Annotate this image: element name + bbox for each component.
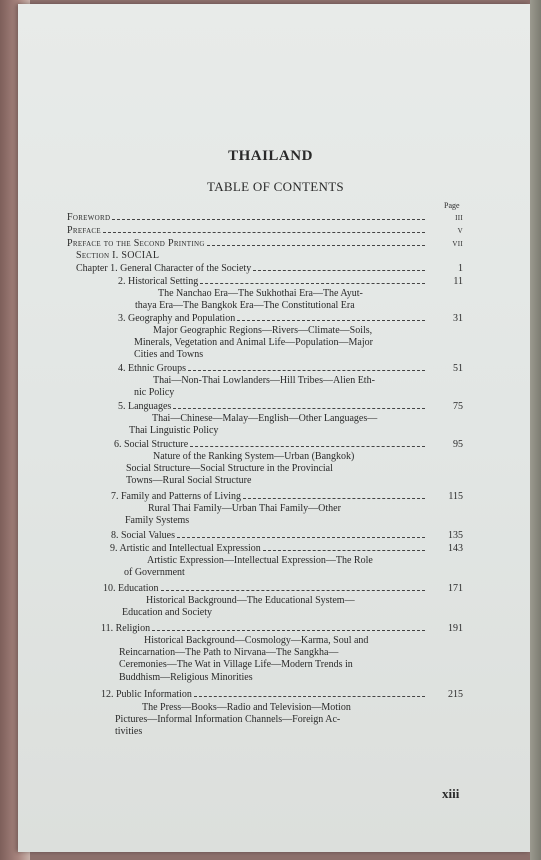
dot-leader [161, 582, 425, 591]
entry-label: Chapter 1. General Character of the Society [76, 263, 252, 274]
chapter-9-description: Artistic Expression—Intellectual Expression—The Role of Government [124, 555, 373, 579]
entry-page: v [457, 225, 463, 236]
dot-leader [253, 262, 425, 271]
chapter-7-description: Rural Thai Family—Urban Thai Family—Other Family Systems [125, 503, 341, 527]
dot-leader [173, 400, 425, 409]
background-strip [530, 0, 541, 860]
toc-entry-chapter-3 [118, 312, 463, 325]
toc-entry-chapter-5 [118, 400, 463, 413]
entry-label: Preface [67, 225, 101, 236]
dot-leader [152, 622, 425, 631]
toc-entry-preface-second-printing [67, 237, 463, 250]
dot-leader [237, 312, 425, 321]
toc-entry-chapter-4 [118, 362, 463, 375]
toc-heading: TABLE OF CONTENTS [207, 179, 344, 194]
dot-leader [190, 438, 425, 447]
toc-entry-chapter-11 [101, 622, 463, 635]
chapter-5-description: Thai—Chinese—Malay—English—Other Languages— Thai Linguistic Policy [129, 413, 378, 437]
chapter-4-description: Thai—Non-Thai Lowlanders—Hill Tribes—Alien Eth- nic Policy [134, 375, 375, 399]
toc-entry-chapter-8 [111, 529, 463, 542]
entry-page: vii [452, 238, 463, 249]
entry-page: 51 [453, 363, 463, 374]
entry-page: 215 [448, 689, 463, 700]
toc-entry-chapter-12 [101, 688, 463, 701]
entry-label: 7. Family and Patterns of Living [111, 491, 241, 502]
chapter-6-description: Nature of the Ranking System—Urban (Bangkok) Social Structure—Social Structure in the Provincial Towns—Rural Social Structure [126, 451, 355, 487]
chapter-2-description: The Nanchao Era—The Sukhothai Era—The Ayut- thaya Era—The Bangkok Era—The Constitutional Era [135, 288, 363, 312]
entry-label: 5. Languages [118, 401, 172, 412]
dot-leader [243, 490, 425, 499]
toc-entry-chapter-7 [111, 490, 463, 503]
chapter-11-description: Historical Background—Cosmology—Karma, Soul and Reincarnation—The Path to Nirvana—The Sangkha— Ceremonies—The Wat in Village Life—Modern Trends in Buddhism—Religious Minorities [119, 635, 369, 683]
section-heading: Section I. SOCIAL [76, 250, 160, 261]
entry-label: Preface to the Second Printing [67, 238, 205, 249]
entry-page: 11 [453, 276, 463, 287]
entry-page: 135 [448, 530, 463, 541]
entry-page: 171 [448, 583, 463, 594]
entry-page: iii [455, 212, 463, 223]
entry-label: Foreword [67, 212, 111, 223]
toc-entry-chapter-1 [76, 262, 463, 275]
entry-page: 95 [453, 439, 463, 450]
chapter-10-description: Historical Background—The Educational System— Education and Society [122, 595, 355, 619]
entry-label: 3. Geography and Population [118, 313, 236, 324]
page-column-header: Page [444, 201, 460, 210]
entry-page: 115 [448, 491, 463, 502]
dot-leader [177, 529, 425, 538]
entry-page: 1 [458, 263, 463, 274]
entry-label: 11. Religion [101, 623, 151, 634]
page-number: xiii [442, 786, 460, 801]
toc-entry-preface [67, 224, 463, 237]
entry-page: 75 [453, 401, 463, 412]
entry-label: 2. Historical Setting [118, 276, 199, 287]
dot-leader [188, 362, 425, 371]
entry-label: 12. Public Information [101, 689, 192, 700]
dot-leader [112, 211, 425, 220]
entry-label: 9. Artistic and Intellectual Expression [110, 543, 261, 554]
entry-page: 31 [453, 313, 463, 324]
toc-entry-chapter-9 [110, 542, 463, 555]
dot-leader [200, 275, 425, 284]
chapter-12-description: The Press—Books—Radio and Television—Motion Pictures—Informal Information Channels—Foreign Ac- tivities [115, 702, 351, 738]
dot-leader [263, 542, 425, 551]
chapter-3-description: Major Geographic Regions—Rivers—Climate—Soils, Minerals, Vegetation and Animal Life—Population—Major Cities and Towns [134, 325, 373, 361]
toc-entry-chapter-10 [103, 582, 463, 595]
dot-leader [207, 237, 425, 246]
entry-label: 4. Ethnic Groups [118, 363, 187, 374]
toc-entry-foreword [67, 211, 463, 224]
entry-page: 143 [448, 543, 463, 554]
entry-label: 6. Social Structure [114, 439, 189, 450]
toc-entry-chapter-2 [118, 275, 463, 288]
entry-label: 10. Education [103, 583, 159, 594]
entry-page: 191 [448, 623, 463, 634]
dot-leader [194, 688, 425, 697]
entry-label: 8. Social Values [111, 530, 175, 541]
book-title: THAILAND [228, 148, 313, 164]
toc-entry-chapter-6 [114, 438, 463, 451]
dot-leader [103, 224, 425, 233]
